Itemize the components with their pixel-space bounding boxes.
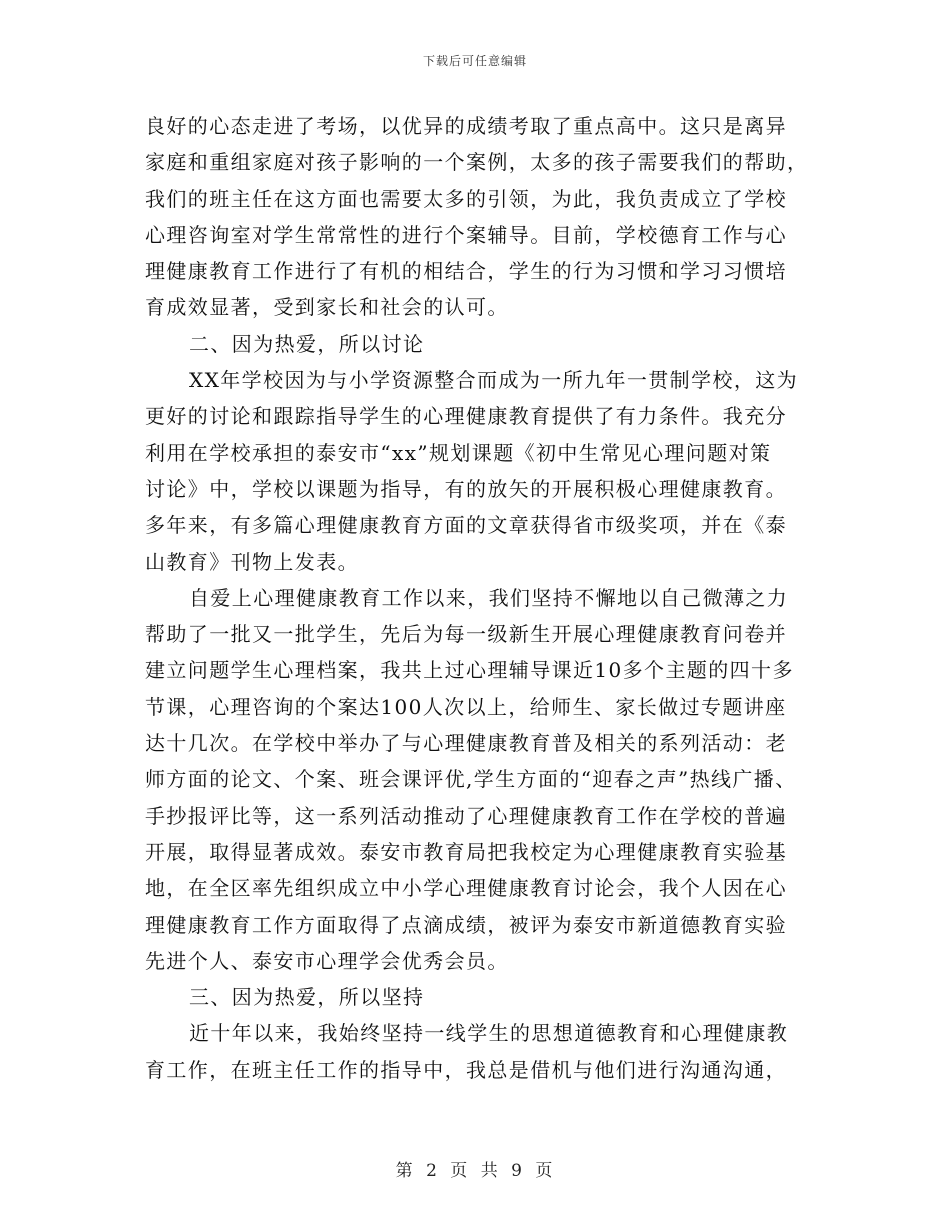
- text-line: XX年学校因为与小学资源整合而成为一所九年一贯制学校，这为: [189, 368, 799, 393]
- text-line: 山教育》刊物上发表。: [145, 549, 359, 574]
- page-header-note: 下载后可任意编辑: [422, 54, 527, 68]
- text-line: 近十年以来，我始终坚持一线学生的思想道德教育和心理健康教: [189, 1021, 789, 1046]
- text-line: 家庭和重组家庭对孩子影响的一个案例，太多的孩子需要我们的帮助，: [145, 150, 809, 175]
- text-line: 开展，取得显著成效。泰安市教育局把我校定为心理健康教育实验基: [145, 839, 787, 864]
- page-number-footer: 第 2 页 共 9 页: [395, 1161, 555, 1181]
- text-line: 良好的心态走进了考场，以优异的成绩考取了重点高中。这只是离异: [145, 114, 787, 138]
- text-line: 师方面的论文、个案、班会课评优,学生方面的“迎春之声”热线广播、: [145, 767, 797, 792]
- text-line: 手抄报评比等，这一系列活动推动了心理健康教育工作在学校的普遍: [145, 803, 787, 828]
- text-line: 我们的班主任在这方面也需要太多的引领，为此，我负责成立了学校: [145, 186, 787, 211]
- text-line: 心理咨询室对学生常常性的进行个案辅导。目前，学校德育工作与心: [145, 222, 787, 247]
- text-line: 帮助了一批又一批学生，先后为每一级新生开展心理健康教育问卷并: [145, 622, 787, 647]
- document-body: [145, 108, 815, 1088]
- text-line: 多年来，有多篇心理健康教育方面的文章获得省市级奖项，并在《泰: [145, 513, 787, 538]
- text-line: 育工作，在班主任工作的指导中，我总是借机与他们进行沟通沟通，: [145, 1057, 787, 1082]
- text-line: 更好的讨论和跟踪指导学生的心理健康教育提供了有力条件。我充分: [145, 404, 787, 429]
- text-line: 理健康教育工作进行了有机的相结合，学生的行为习惯和学习习惯培: [145, 259, 787, 284]
- text-line: 二、因为热爱，所以讨论: [189, 331, 425, 356]
- text-line: 利用在学校承担的泰安市“xx”规划课题《初中生常见心理问题对策: [145, 440, 772, 465]
- text-line: 建立问题学生心理档案，我共上过心理辅导课近10多个主题的四十多: [145, 658, 794, 683]
- text-line: 达十几次。在学校中举办了与心理健康教育普及相关的系列活动：老: [145, 731, 787, 756]
- text-line: 育成效显著，受到家长和社会的认可。: [145, 295, 509, 320]
- text-line: 先进个人、泰安市心理学会优秀会员。: [145, 948, 509, 973]
- text-line: 节课，心理咨询的个案达100人次以上，给师生、家长做过专题讲座: [145, 694, 787, 719]
- text-line: 三、因为热爱，所以坚持: [189, 985, 425, 1010]
- text-line: 讨论》中，学校以课题为指导，有的放矢的开展积极心理健康教育。: [145, 476, 787, 501]
- text-line: 理健康教育工作方面取得了点滴成绩，被评为泰安市新道德教育实验: [145, 912, 787, 937]
- text-line: 地，在全区率先组织成立中小学心理健康教育讨论会，我个人因在心: [145, 876, 787, 901]
- text-line: 自爱上心理健康教育工作以来，我们坚持不懈地以自己微薄之力: [189, 585, 789, 610]
